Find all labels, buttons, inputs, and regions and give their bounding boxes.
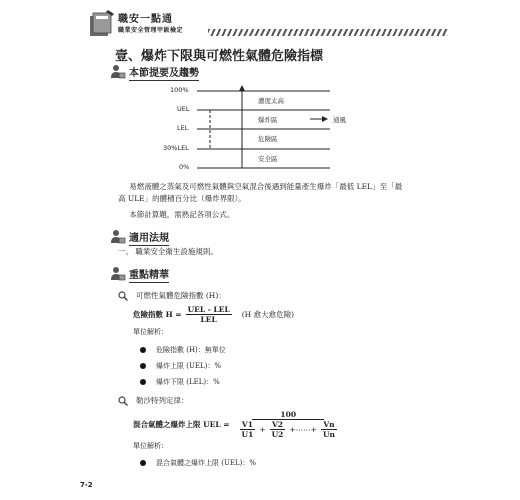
ventilation-label: 通風 — [333, 116, 346, 124]
unit-item — [140, 377, 220, 387]
term-2-den: U2 — [271, 430, 284, 439]
key-point-1 — [118, 290, 226, 301]
unit-item-text: 混合氣體之爆炸上限 (UEL)：% — [156, 459, 256, 467]
formula1-numerator: UEL - LEL — [187, 305, 230, 314]
formula2-numerator: 100 — [252, 410, 324, 420]
bullet-dot — [140, 460, 146, 466]
level-0: 0% — [179, 163, 190, 171]
subsection-overview-title: 本節提要及趨勢 — [129, 64, 199, 81]
term-1-den: U1 — [241, 430, 254, 439]
term-n-den: Un — [322, 430, 335, 439]
zone-danger: 危險區 — [258, 135, 278, 143]
level-lel: LEL — [177, 124, 189, 132]
subsection-overview-heading — [110, 64, 199, 80]
key-point-1-title: 可燃性氣體危險指數 (H)： — [136, 291, 226, 300]
key-point-2-title: 勒沙特列定律： — [136, 396, 189, 405]
formula2-denominator — [234, 420, 343, 439]
explosion-limit-diagram — [165, 85, 375, 175]
magnifier-icon — [118, 396, 128, 406]
unit-label-1: 單位解析： — [133, 328, 168, 336]
plus-sign: + — [259, 425, 266, 434]
unit-label-2: 單位解析： — [133, 442, 168, 450]
page-header — [88, 10, 448, 40]
unit-item-text: 爆炸上限 (UEL)：% — [156, 362, 221, 370]
subsection-regulations-title: 適用法規 — [129, 229, 169, 246]
term-2 — [270, 420, 286, 439]
subsection-keypoints-title: 重點精華 — [129, 266, 169, 283]
term-1 — [240, 420, 256, 439]
brand-subtitle: 職業安全管理甲級檢定 — [118, 27, 184, 34]
bullet-dot — [140, 347, 146, 353]
formula1-fraction — [186, 305, 232, 324]
zone-explosive: 爆炸區 — [258, 116, 278, 124]
unit-item — [140, 345, 226, 355]
key-point-2 — [118, 395, 189, 406]
person-desk-icon — [110, 229, 126, 245]
formula1-note: (H 愈大愈危險) — [241, 310, 295, 319]
level-30lel: 30%LEL — [163, 144, 189, 152]
person-desk-icon — [110, 266, 126, 282]
header-stripes — [208, 29, 448, 36]
section-title: 壹、爆炸下限與可燃性氣體危險指標 — [115, 49, 324, 64]
overview-paragraph-2: 本節計算題，需熟記各項公式。 — [129, 210, 235, 219]
term-2-num: V2 — [271, 420, 284, 429]
level-uel: UEL — [177, 105, 190, 113]
bullet-dot — [140, 379, 146, 385]
unit-item-text: 危險指數 (H)：無單位 — [156, 346, 226, 354]
magnifier-icon — [118, 291, 128, 301]
le-chatelier-formula — [133, 410, 347, 439]
formula1-denominator: LEL — [200, 315, 217, 324]
formula2-lhs: 混合氣體之爆炸上限 UEL = — [133, 420, 230, 429]
term-n — [321, 420, 337, 439]
formula2-main-fraction — [234, 410, 343, 439]
brand-title: 職安一點通 — [118, 14, 173, 25]
term-n-num: Vn — [323, 420, 335, 429]
subsection-regulations-heading — [110, 229, 169, 245]
zone-safe: 安全區 — [258, 155, 278, 163]
regulation-item: 一、 職業安全衛生設施規則。 — [118, 247, 218, 256]
term-1-num: V1 — [241, 420, 253, 429]
unit-item — [140, 361, 221, 371]
book-icon — [88, 10, 114, 38]
unit-item — [140, 458, 256, 468]
page-number: 7-2 — [80, 481, 93, 489]
bullet-dot — [140, 363, 146, 369]
zone-too-high: 濃度太高 — [258, 97, 284, 105]
subsection-keypoints-heading — [110, 266, 169, 282]
person-desk-icon — [110, 64, 126, 80]
level-100: 100% — [170, 86, 189, 94]
ellipsis: +⋯⋯+ — [289, 425, 317, 434]
unit-item-text: 爆炸下限 (LEL)：% — [156, 378, 220, 386]
danger-index-formula — [133, 305, 294, 324]
overview-paragraph-1: 易燃液體之蒸氣及可燃性氣體與空氣混合後遇到能量產生爆炸「最低 LEL」至「最高 ULE」的體積百分比（爆炸界限）。 — [118, 182, 403, 203]
formula1-lhs: 危險指數 H = — [133, 310, 182, 319]
